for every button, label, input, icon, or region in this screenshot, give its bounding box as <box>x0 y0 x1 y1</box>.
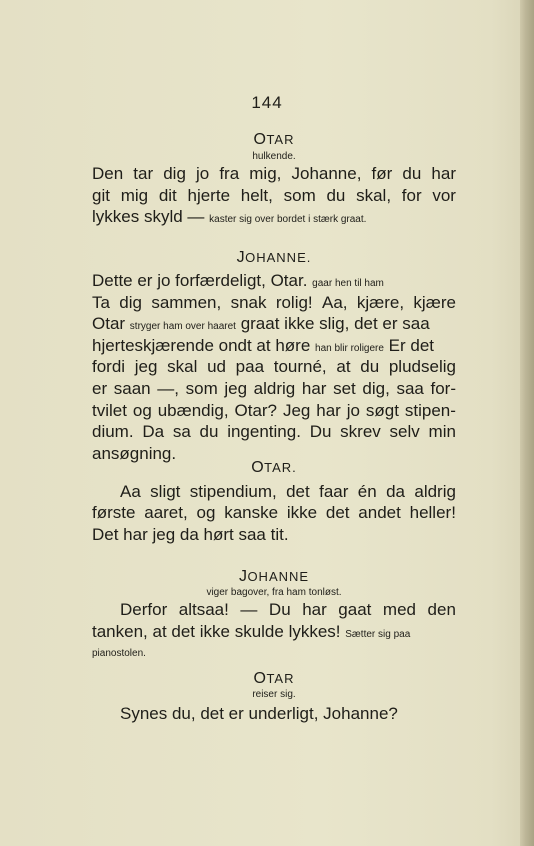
text-line: fordi jeg skal ud paa tourné, at du pludselig <box>92 357 456 377</box>
dialogue-paragraph <box>92 270 456 464</box>
stage-direction-line: pianostolen. <box>92 647 146 659</box>
dialogue-with-direction: lykkes skyld — kaster sig over bordet i stærk graat. <box>92 207 367 227</box>
text-line: tanken, at det ikke skulde lykkes! Sætter sig paa <box>92 622 411 641</box>
book-spine-edge <box>520 0 534 846</box>
dialogue-paragraph <box>92 163 456 228</box>
page-number: 144 <box>251 93 283 112</box>
text-line: Synes du, det er underligt, Johanne? <box>120 704 398 723</box>
speaker-heading: JOHANNE. <box>236 249 312 266</box>
text-line: Derfor altsaa! — Du har gaat med den <box>120 600 456 619</box>
dialogue-paragraph-cont <box>92 502 456 545</box>
text-line: Den tar dig jo fra mig, Johanne, før du har <box>92 164 456 183</box>
text-line: Det har jeg da hørt saa tit. <box>92 524 289 544</box>
stage-direction: hulkende. <box>252 151 296 162</box>
dialogue-paragraph-cont <box>92 621 456 657</box>
text-line: første aaret, og kanske ikke det andet heller! <box>92 503 456 522</box>
dialogue-paragraph <box>92 599 456 621</box>
dialogue-paragraph <box>92 703 456 725</box>
text-line: git mig dit hjerte helt, som du skal, for vor <box>92 185 456 205</box>
text-line: Otar stryger ham over haaret graat ikke slig, det er saa <box>92 314 430 334</box>
text-line: er saan —, som jeg aldrig har set dig, saa for- <box>92 378 456 398</box>
text-line: Aa sligt stipendium, det faar én da aldrig <box>120 482 456 501</box>
text-line: Dette er jo forfærdeligt, Otar. gaar hen til ham <box>92 271 384 290</box>
text-line: ansøgning. <box>92 443 177 463</box>
text-line: Ta dig sammen, snak rolig! Aa, kjære, kjære <box>92 292 456 312</box>
text-line: dium. Da sa du ingenting. Du skrev selv min <box>92 422 456 442</box>
speaker-heading: OTAR. <box>251 459 297 476</box>
stage-direction: reiser sig. <box>252 689 296 700</box>
speaker-heading: JOHANNE <box>238 568 310 585</box>
text-line-with-direction <box>92 206 456 228</box>
text-line: hjerteskjærende ondt at høre han blir roligere Er det <box>92 335 435 355</box>
speaker-heading: OTAR <box>253 670 295 687</box>
dialogue-paragraph <box>92 481 456 503</box>
stage-direction: viger bagover, fra ham tonløst. <box>206 587 342 598</box>
text-line: tvilet og ubændig, Otar? Jeg har jo søgt stipen- <box>92 400 456 420</box>
speaker-heading: OTAR <box>253 131 295 148</box>
